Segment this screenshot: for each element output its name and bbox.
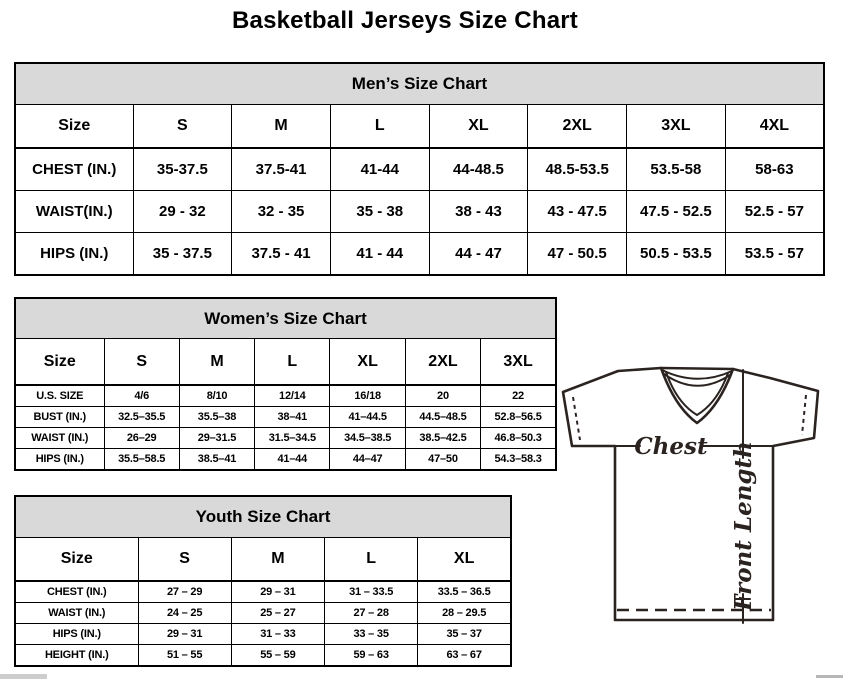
column-header: M (179, 339, 254, 386)
table-cell: 50.5 - 53.5 (627, 233, 726, 276)
table-row (15, 645, 511, 667)
mens-size-chart-table (14, 62, 825, 276)
table-cell: 35 – 37 (418, 624, 511, 645)
table-cell: 44-48.5 (429, 148, 528, 191)
table-cell: 47.5 - 52.5 (627, 191, 726, 233)
table-cell: 58-63 (725, 148, 824, 191)
table-row (15, 407, 556, 428)
column-header: S (133, 105, 232, 149)
collar-arc-outer (662, 370, 732, 379)
table-cell: 44.5–48.5 (405, 407, 480, 428)
table-cell: 38.5–42.5 (405, 428, 480, 449)
table-row (15, 581, 511, 603)
left-cuff-dashed-line (573, 397, 580, 440)
table-cell: 29 - 32 (133, 191, 232, 233)
table-cell: 38–41 (255, 407, 330, 428)
front-length-label: Front Length (730, 441, 757, 611)
row-label: HIPS (IN.) (15, 624, 138, 645)
table-cell: 41-44 (330, 148, 429, 191)
table-cell: 38 - 43 (429, 191, 528, 233)
column-header: M (231, 538, 324, 582)
table-cell: 26–29 (104, 428, 179, 449)
table-cell: 8/10 (179, 385, 254, 407)
column-header: 3XL (481, 339, 556, 386)
row-label: CHEST (IN.) (15, 581, 138, 603)
table-cell: 29 – 31 (138, 624, 231, 645)
table-cell: 54.3–58.3 (481, 449, 556, 471)
table-cell: 37.5-41 (232, 148, 331, 191)
table-cell: 55 – 59 (231, 645, 324, 667)
table-row (15, 148, 824, 191)
jersey-diagram-svg (560, 361, 843, 666)
column-header: S (138, 538, 231, 582)
column-header: Size (15, 339, 104, 386)
table-cell: 53.5 - 57 (725, 233, 824, 276)
chart-title: Women’s Size Chart (15, 298, 556, 339)
table-cell: 31.5–34.5 (255, 428, 330, 449)
horizontal-scrollbar-fragment-right[interactable] (816, 675, 843, 678)
chart-title: Men’s Size Chart (15, 63, 824, 105)
table-cell: 16/18 (330, 385, 405, 407)
table-cell: 46.8–50.3 (481, 428, 556, 449)
row-label: CHEST (IN.) (15, 148, 133, 191)
chart-title: Youth Size Chart (15, 496, 511, 538)
table-cell: 51 – 55 (138, 645, 231, 667)
column-header: 3XL (627, 105, 726, 149)
table-cell: 41–44 (255, 449, 330, 471)
table-row (15, 603, 511, 624)
table-cell: 12/14 (255, 385, 330, 407)
column-header: XL (330, 339, 405, 386)
row-label: U.S. SIZE (15, 385, 104, 407)
table-cell: 38.5–41 (179, 449, 254, 471)
row-label: WAIST (IN.) (15, 603, 138, 624)
right-cuff-dashed-line (802, 395, 806, 435)
column-header: S (104, 339, 179, 386)
table-cell: 27 – 29 (138, 581, 231, 603)
table-cell: 33 – 35 (325, 624, 418, 645)
table-cell: 29 – 31 (231, 581, 324, 603)
table-cell: 43 - 47.5 (528, 191, 627, 233)
table-cell: 48.5-53.5 (528, 148, 627, 191)
table-cell: 28 – 29.5 (418, 603, 511, 624)
column-header: M (232, 105, 331, 149)
table-cell: 27 – 28 (325, 603, 418, 624)
row-label: HIPS (IN.) (15, 449, 104, 471)
table-cell: 22 (481, 385, 556, 407)
table-cell: 52.8–56.5 (481, 407, 556, 428)
table-cell: 35-37.5 (133, 148, 232, 191)
table-cell: 37.5 - 41 (232, 233, 331, 276)
row-label: WAIST(IN.) (15, 191, 133, 233)
table-cell: 20 (405, 385, 480, 407)
table-cell: 35 - 38 (330, 191, 429, 233)
table-cell: 44 - 47 (429, 233, 528, 276)
table-row (15, 624, 511, 645)
column-header: L (325, 538, 418, 582)
column-header: XL (418, 538, 511, 582)
column-header: Size (15, 105, 133, 149)
table-cell: 31 – 33.5 (325, 581, 418, 603)
table-cell: 52.5 - 57 (725, 191, 824, 233)
womens-size-chart-table (14, 297, 557, 471)
table-cell: 32 - 35 (232, 191, 331, 233)
table-cell: 41–44.5 (330, 407, 405, 428)
table-cell: 59 – 63 (325, 645, 418, 667)
table-cell: 33.5 – 36.5 (418, 581, 511, 603)
chest-label: Chest (634, 433, 708, 460)
table-cell: 35.5–38 (179, 407, 254, 428)
table-cell: 47 - 50.5 (528, 233, 627, 276)
table-row (15, 233, 824, 276)
row-label: BUST (IN.) (15, 407, 104, 428)
table-row (15, 449, 556, 471)
table-row (15, 428, 556, 449)
horizontal-scrollbar-fragment-left[interactable] (0, 674, 47, 679)
table-cell: 32.5–35.5 (104, 407, 179, 428)
column-header: L (255, 339, 330, 386)
row-label: HEIGHT (IN.) (15, 645, 138, 667)
row-label: WAIST (IN.) (15, 428, 104, 449)
column-header: 2XL (528, 105, 627, 149)
table-cell: 29–31.5 (179, 428, 254, 449)
table-row (15, 191, 824, 233)
column-header: Size (15, 538, 138, 582)
table-cell: 25 – 27 (231, 603, 324, 624)
column-header: XL (429, 105, 528, 149)
jersey-measurement-diagram (560, 361, 843, 666)
table-cell: 63 – 67 (418, 645, 511, 667)
table-cell: 35.5–58.5 (104, 449, 179, 471)
table-cell: 31 – 33 (231, 624, 324, 645)
column-header: 2XL (405, 339, 480, 386)
table-cell: 35 - 37.5 (133, 233, 232, 276)
table-cell: 41 - 44 (330, 233, 429, 276)
row-label: HIPS (IN.) (15, 233, 133, 276)
table-cell: 34.5–38.5 (330, 428, 405, 449)
youth-size-chart-table (14, 495, 512, 667)
table-cell: 53.5-58 (627, 148, 726, 191)
table-cell: 4/6 (104, 385, 179, 407)
jersey-outline (563, 368, 818, 620)
table-cell: 47–50 (405, 449, 480, 471)
table-row (15, 385, 556, 407)
table-cell: 24 – 25 (138, 603, 231, 624)
column-header: 4XL (725, 105, 824, 149)
table-cell: 44–47 (330, 449, 405, 471)
page-title: Basketball Jerseys Size Chart (232, 7, 578, 34)
column-header: L (330, 105, 429, 149)
